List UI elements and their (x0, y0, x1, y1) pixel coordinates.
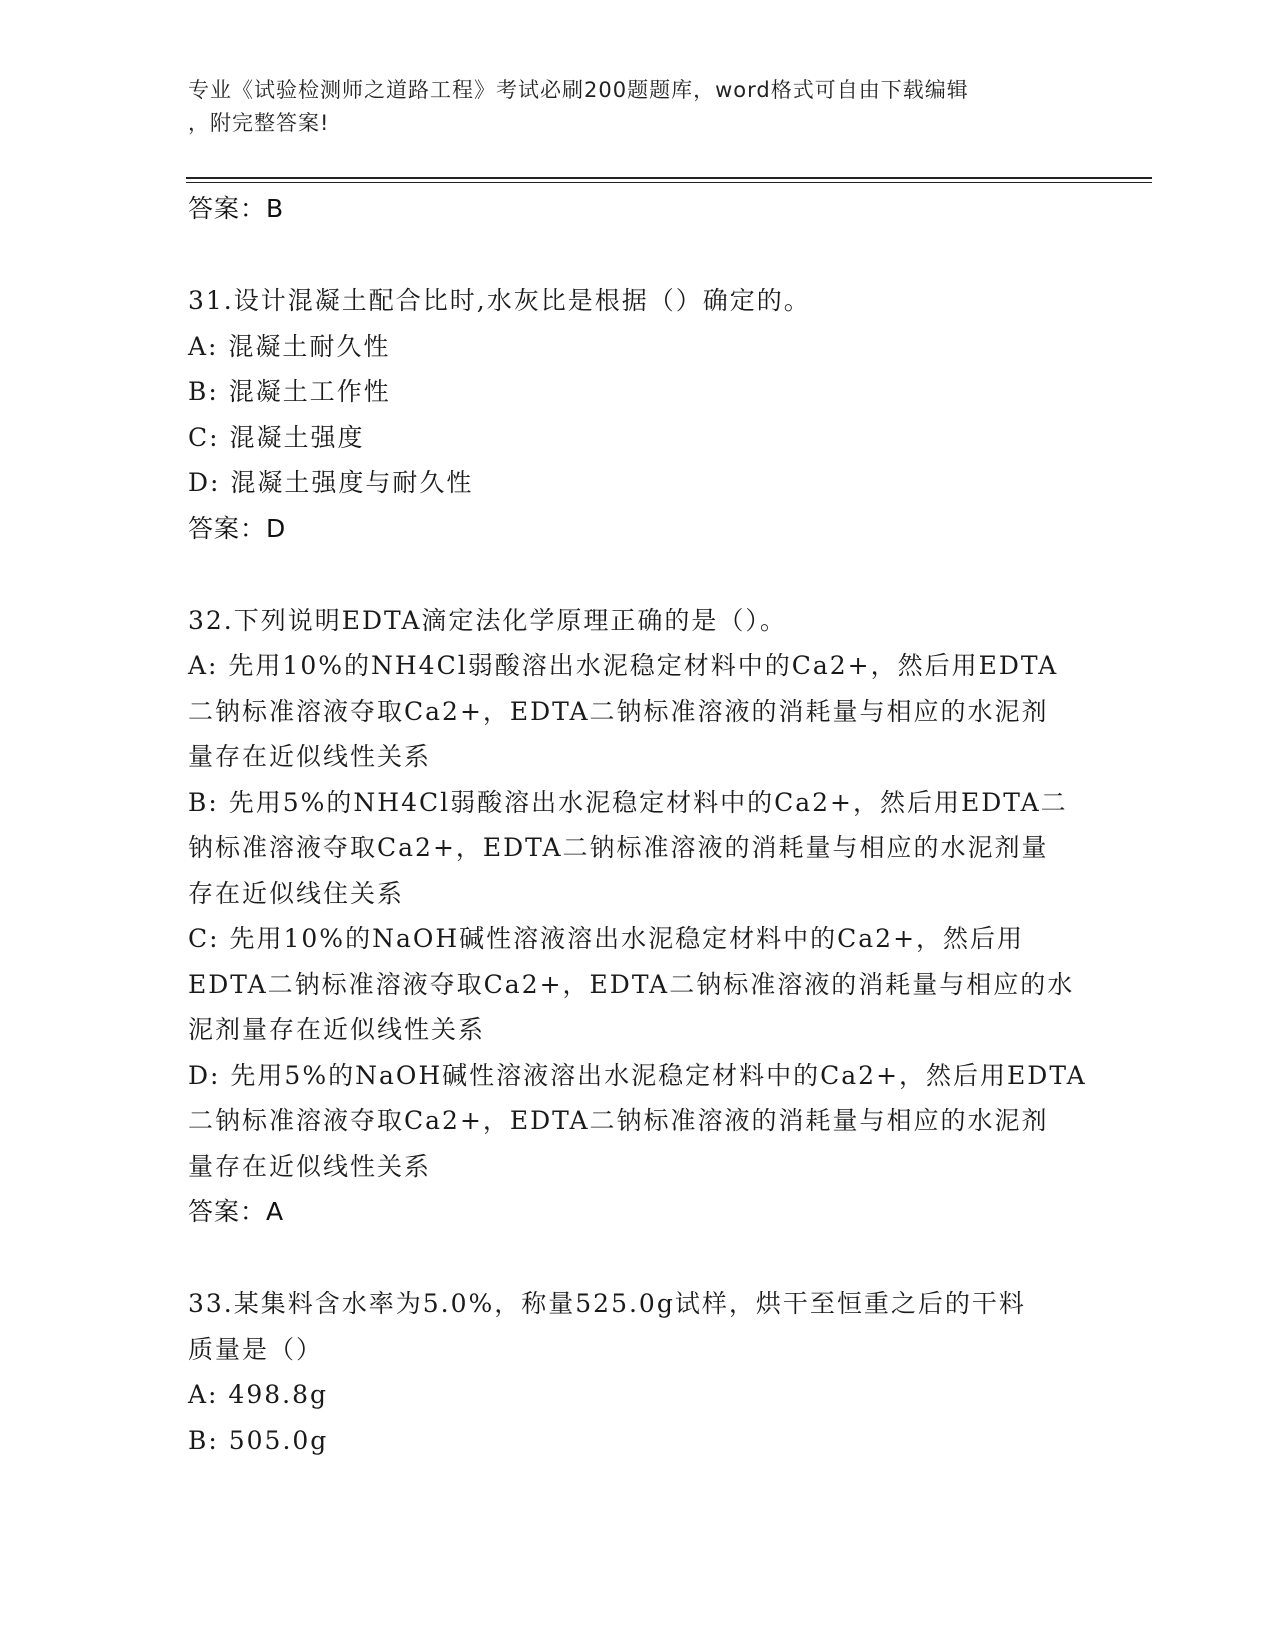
answer-value: A (266, 1197, 285, 1226)
option-b (188, 369, 1088, 415)
option-c (188, 415, 1088, 461)
option-text: A: 498.8g (188, 1380, 328, 1409)
option-a (188, 324, 1088, 370)
option-text: A: 先用10%的NH4Cl弱酸溶出水泥稳定材料中的Ca2+，然后用EDTA (188, 651, 1059, 680)
option-text-continued: 量存在近似线性关系 (188, 1151, 432, 1181)
option-a (188, 1372, 1088, 1418)
answer-value: B (266, 194, 285, 223)
answer-value: D (266, 513, 287, 543)
option-text: B: 505.0g (188, 1425, 329, 1455)
option-b (188, 1418, 1088, 1464)
option-text: C: 混凝土强度 (188, 422, 365, 452)
option-text: B: 混凝土工作性 (188, 377, 391, 406)
question-32 (188, 598, 1088, 1236)
spacer (188, 552, 1088, 598)
option-text-continued: 存在近似线住关系 (188, 878, 405, 908)
question-stem: 32.下列说明EDTA滴定法化学原理正确的是（）。 (188, 605, 787, 635)
answer-label: 答案： (188, 513, 267, 543)
option-d (188, 1053, 1088, 1190)
option-text: D: 混凝土强度与耐久性 (188, 468, 474, 497)
option-c (188, 916, 1088, 1053)
question-list (188, 186, 1088, 1463)
answer-line (188, 186, 1088, 232)
option-text-continued: EDTA二钠标准溶液夺取Ca2+，EDTA二钠标准溶液的消耗量与相应的水 (188, 969, 1075, 999)
header-line-2: ，附完整答案! (188, 111, 330, 135)
answer-label: 答案： (188, 194, 267, 223)
option-text: A: 混凝土耐久性 (188, 331, 391, 361)
option-text-continued: 泥剂量存在近似线性关系 (188, 1015, 486, 1044)
question-31 (188, 278, 1088, 552)
question-stem-continued: 质量是（） (188, 1334, 324, 1364)
header-divider-thin (186, 182, 1152, 183)
header-divider-thick (186, 177, 1152, 179)
answer-label: 答案： (188, 1197, 267, 1226)
option-text-continued: 钠标准溶液夺取Ca2+，EDTA二钠标准溶液的消耗量与相应的水泥剂量 (188, 833, 1049, 862)
document-header (188, 74, 1068, 140)
option-d (188, 460, 1088, 506)
header-line-1: 专业《试验检测师之道路工程》考试必刷200题题库，word格式可自由下载编辑 (188, 78, 969, 102)
option-text: C: 先用10%的NaOH碱性溶液溶出水泥稳定材料中的Ca2+，然后用 (188, 924, 1025, 953)
option-text-continued: 量存在近似线性关系 (188, 742, 432, 771)
question-stem: 33.某集料含水率为5.0%，称量525.0g试样，烘干至恒重之后的干料 (188, 1289, 1026, 1318)
option-b (188, 780, 1088, 917)
question-stem: 31.设计混凝土配合比时,水灰比是根据（）确定的。 (188, 286, 811, 315)
answer-line (188, 1189, 1088, 1235)
spacer (188, 232, 1088, 278)
option-text-continued: 二钠标准溶液夺取Ca2+，EDTA二钠标准溶液的消耗量与相应的水泥剂 (188, 696, 1049, 726)
option-text: B: 先用5%的NH4Cl弱酸溶出水泥稳定材料中的Ca2+，然后用EDTA二 (188, 787, 1068, 817)
spacer (188, 1235, 1088, 1281)
option-text-continued: 二钠标准溶液夺取Ca2+，EDTA二钠标准溶液的消耗量与相应的水泥剂 (188, 1106, 1049, 1135)
option-a (188, 643, 1088, 780)
question-33 (188, 1281, 1088, 1463)
answer-line (188, 506, 1088, 552)
option-text: D: 先用5%的NaOH碱性溶液溶出水泥稳定材料中的Ca2+，然后用EDTA (188, 1060, 1087, 1090)
